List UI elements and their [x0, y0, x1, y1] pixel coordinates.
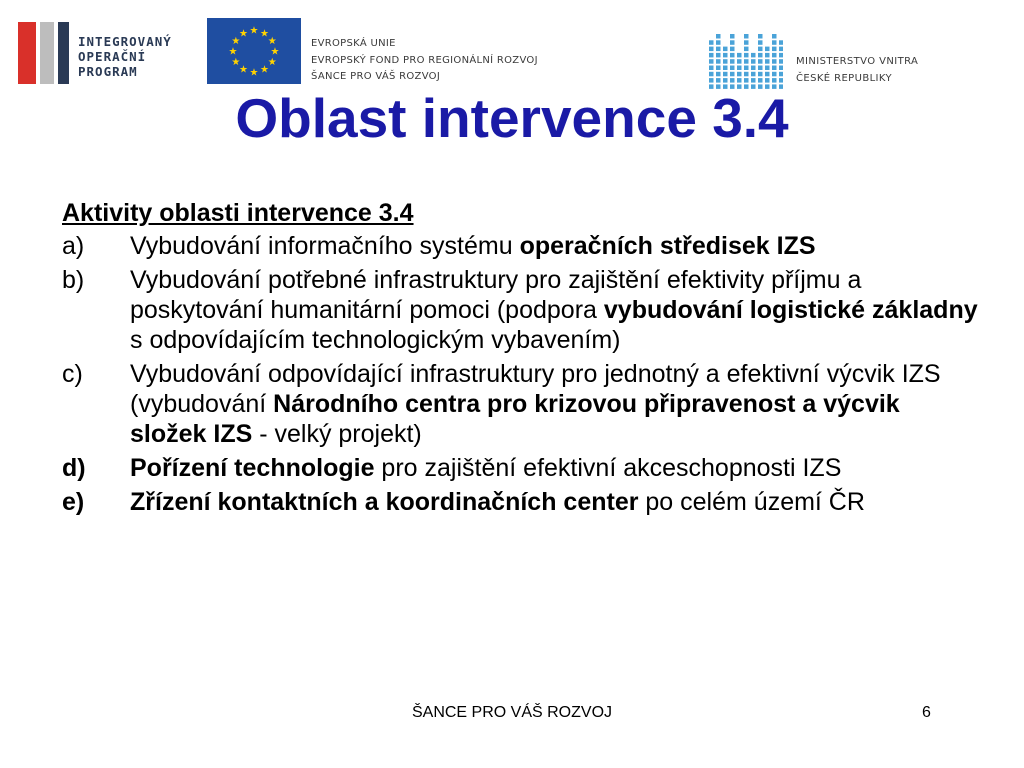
ministry-dot-icon	[730, 40, 735, 45]
list-item-plain-text: po celém území ČR	[638, 488, 865, 516]
ministry-dot-icon	[772, 53, 777, 58]
ministry-dot-icon	[730, 78, 735, 83]
ministry-dot-icon	[758, 78, 763, 83]
ministry-line-1: MINISTERSTVO VNITRA	[796, 56, 919, 67]
ministry-dot-icon	[709, 59, 714, 64]
ministry-dot-icon	[709, 72, 714, 77]
iop-line-2: OPERAČNÍ	[78, 49, 147, 64]
ministry-dot-icon	[772, 78, 777, 83]
ministry-dot-icon	[779, 72, 783, 77]
slide-content	[62, 198, 982, 521]
eu-line-1: EVROPSKÁ UNIE	[311, 38, 396, 49]
ministry-dot-icon	[716, 59, 721, 64]
list-item-bold-text: Národního centra pro krizovou připravenost a výcvik složek IZS	[130, 390, 900, 448]
ministry-dot-icon	[744, 66, 749, 71]
list-item-text	[130, 231, 982, 261]
list-item-plain-text: - velký projekt)	[252, 420, 422, 448]
ministry-logo-grid-icon	[707, 32, 783, 92]
eu-star-icon: ★	[228, 46, 238, 58]
ministry-dot-icon	[730, 72, 735, 77]
eu-star-icon: ★	[249, 25, 259, 37]
ministry-line-2: ČESKÉ REPUBLIKY	[796, 72, 893, 84]
ministry-dot-icon	[723, 47, 728, 52]
ministry-dot-icon	[758, 47, 763, 52]
ministry-dot-icon	[779, 66, 783, 71]
ministry-dot-icon	[737, 72, 742, 77]
list-item-bold-text: vybudování logistické základny	[603, 296, 978, 324]
ministry-dot-icon	[709, 53, 714, 58]
ministry-dot-icon	[779, 78, 783, 83]
ministry-dot-icon	[737, 53, 742, 58]
eu-star-icon: ★	[239, 64, 248, 76]
ministry-dot-icon	[779, 47, 783, 52]
ministry-dot-icon	[772, 66, 777, 71]
ministry-dot-icon	[723, 59, 728, 64]
ministry-dot-icon	[744, 78, 749, 83]
ministry-dot-icon	[730, 34, 735, 39]
ministry-dot-icon	[765, 53, 770, 58]
eu-logo-text	[311, 36, 538, 86]
iop-logo-text	[78, 34, 172, 79]
eu-star-icon: ★	[270, 46, 280, 58]
list-item-text	[130, 487, 982, 517]
ministry-dot-icon	[709, 78, 714, 83]
list-item-bold-text: Pořízení technologie	[130, 454, 375, 482]
ministry-dot-icon	[723, 78, 728, 83]
activity-list	[62, 231, 982, 517]
ministry-dot-icon	[751, 78, 756, 83]
eu-star-icon: ★	[249, 67, 259, 79]
ministry-dot-icon	[765, 78, 770, 83]
ministry-dot-icon	[716, 72, 721, 77]
logo-bar	[0, 0, 1024, 92]
ministry-dot-icon	[716, 34, 721, 39]
ministry-dot-icon	[765, 66, 770, 71]
ministry-dot-icon	[751, 66, 756, 71]
list-item	[62, 231, 982, 261]
ministry-dot-icon	[758, 34, 763, 39]
ministry-dot-icon	[772, 34, 777, 39]
ministry-dot-icon	[709, 66, 714, 71]
list-item-marker: e)	[62, 488, 85, 516]
list-item-text	[130, 265, 982, 355]
ministry-dot-icon	[744, 34, 749, 39]
ministry-dot-icon	[751, 59, 756, 64]
iop-line-3: PROGRAM	[78, 64, 138, 79]
list-item-plain-text: Vybudování potřebné infrastruktury pro zajištění efektivity příjmu a poskytování humanitární pomoci (podpora	[130, 266, 862, 324]
ministry-dot-icon	[765, 59, 770, 64]
ministry-dot-icon	[744, 40, 749, 45]
list-item-plain-text: Vybudování odpovídající infrastruktury pro jednotný a efektivní výcvik IZS (vybudování	[130, 360, 941, 418]
content-heading: Aktivity oblasti intervence 3.4	[62, 199, 414, 227]
ministry-dot-icon	[744, 47, 749, 52]
list-item-bold-text: operačních středisek IZS	[519, 232, 816, 260]
list-item-text	[130, 453, 982, 483]
ministry-dot-icon	[744, 59, 749, 64]
ministry-dot-icon	[730, 66, 735, 71]
ministry-dot-icon	[751, 53, 756, 58]
list-item-bold-text: Zřízení kontaktních a koordinačních center	[130, 488, 639, 516]
footer-text: ŠANCE PRO VÁŠ ROZVOJ	[411, 704, 613, 721]
ministry-dot-icon	[709, 40, 714, 45]
ministry-dot-icon	[758, 53, 763, 58]
list-item-plain-text: pro zajištění efektivní akceschopnosti IZS	[374, 454, 842, 482]
ministry-dot-icon	[730, 53, 735, 58]
ministry-dot-icon	[737, 66, 742, 71]
eu-star-icon: ★	[260, 28, 269, 40]
eu-star-icon: ★	[239, 28, 248, 40]
ministry-dot-icon	[744, 72, 749, 77]
ministry-dot-icon	[716, 66, 721, 71]
ministry-dot-icon	[723, 72, 728, 77]
ministry-dot-icon	[751, 72, 756, 77]
ministry-dot-icon	[772, 59, 777, 64]
list-item-plain-text: Vybudování informačního systému	[130, 232, 520, 260]
eu-line-2: EVROPSKÝ FOND PRO REGIONÁLNÍ ROZVOJ	[311, 54, 538, 66]
ministry-dot-icon	[716, 78, 721, 83]
ministry-dot-icon	[758, 40, 763, 45]
ministry-dot-icon	[758, 72, 763, 77]
list-item-marker: a)	[62, 232, 85, 260]
list-item-text	[130, 359, 982, 449]
ministry-dot-icon	[709, 47, 714, 52]
eu-star-icon: ★	[231, 57, 241, 68]
eu-star-icon: ★	[267, 36, 277, 47]
eu-line-3: ŠANCE PRO VÁŠ ROZVOJ	[311, 71, 441, 82]
eu-star-icon: ★	[260, 64, 269, 76]
ministry-dot-icon	[730, 47, 735, 52]
list-item	[62, 487, 982, 517]
list-item	[62, 265, 982, 355]
ministry-dot-icon	[779, 40, 783, 45]
ministry-dot-icon	[772, 40, 777, 45]
ministry-dot-icon	[737, 78, 742, 83]
iop-logo-bars-icon	[18, 22, 70, 84]
ministry-dot-icon	[744, 53, 749, 58]
list-item-marker: b)	[62, 266, 85, 294]
ministry-dot-icon	[765, 72, 770, 77]
list-item-marker: c)	[62, 360, 83, 388]
page-number: 6	[922, 704, 931, 721]
ministry-dot-icon	[716, 40, 721, 45]
ministry-dot-icon	[772, 72, 777, 77]
ministry-dot-icon	[779, 53, 783, 58]
slide-title: Oblast intervence 3.4	[235, 87, 789, 149]
list-item-plain-text: s odpovídajícím technologickým vybavením)	[130, 326, 621, 354]
ministry-dot-icon	[765, 47, 770, 52]
iop-line-1: INTEGROVANÝ	[78, 34, 172, 49]
list-item	[62, 453, 982, 483]
ministry-dot-icon	[772, 47, 777, 52]
ministry-dot-icon	[758, 59, 763, 64]
ministry-dot-icon	[716, 53, 721, 58]
eu-star-icon: ★	[231, 36, 241, 47]
list-item	[62, 359, 982, 449]
ministry-dot-icon	[737, 59, 742, 64]
ministry-dot-icon	[758, 66, 763, 71]
list-item-marker: d)	[62, 454, 86, 482]
ministry-dot-icon	[716, 47, 721, 52]
ministry-dot-icon	[723, 66, 728, 71]
eu-star-icon: ★	[267, 57, 277, 68]
eu-flag-icon	[207, 18, 301, 84]
ministry-logo-text	[796, 54, 918, 87]
ministry-dot-icon	[779, 59, 783, 64]
ministry-dot-icon	[723, 53, 728, 58]
ministry-dot-icon	[730, 59, 735, 64]
